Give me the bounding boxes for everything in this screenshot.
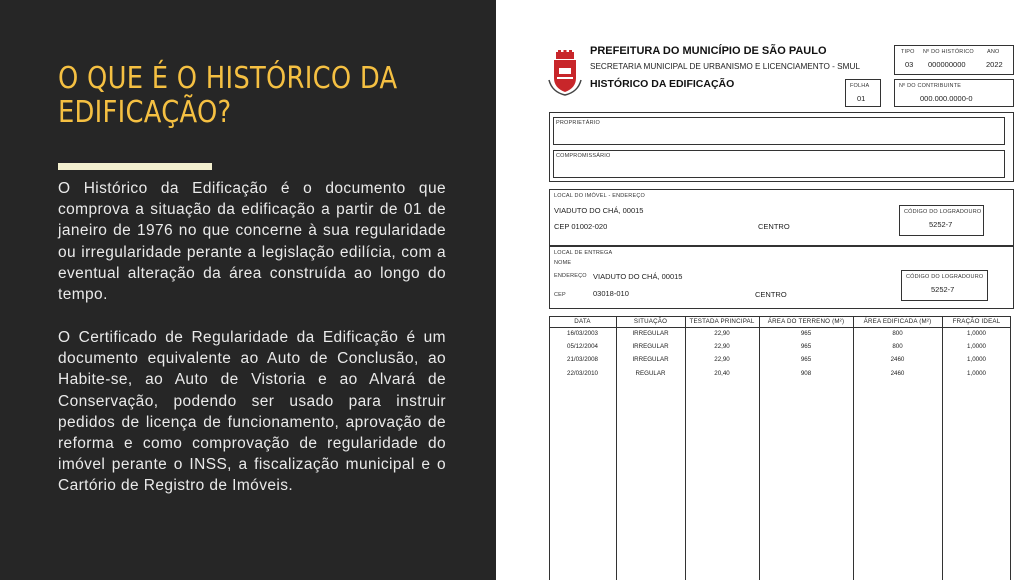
numero-value: 000000000: [928, 60, 966, 69]
folha-label: FOLHA: [850, 83, 870, 89]
table-cell: IRREGULAR: [632, 356, 669, 363]
local-imovel-label: LOCAL DO IMÓVEL - ENDEREÇO: [554, 193, 645, 199]
codigo-logradouro-value-2: 5252-7: [931, 285, 955, 294]
table-cell: 16/03/2003: [567, 330, 598, 337]
column-header-fracao: FRAÇÃO IDEAL: [952, 318, 1001, 325]
entrega-bairro: CENTRO: [755, 290, 787, 299]
ano-value: 2022: [986, 60, 1003, 69]
title-divider: [58, 163, 212, 170]
table-cell: 05/12/2004: [567, 343, 598, 350]
codigo-logradouro-label-2: CÓDIGO DO LOGRADOURO: [906, 274, 984, 280]
table-cell: 1,0000: [967, 330, 986, 337]
ano-label: ANO: [987, 49, 1000, 55]
paragraph-historico: O Histórico da Edificação é o documento que comprova a situação da edificação a partir de 01 de janeiro de 1976 no que concerne à sua regularidade ou irregularidade perante a legislação edilícia, com a eventual alteração da área construída ao longo do tempo.: [58, 180, 446, 304]
endereco-label: ENDEREÇO: [554, 273, 587, 279]
table-cell: 22,90: [714, 343, 730, 350]
info-panel: [0, 0, 496, 580]
column-header-area-edificada: ÁREA EDIFICADA (M²): [863, 318, 932, 325]
table-cell: 965: [800, 356, 812, 363]
historico-document: [496, 0, 1024, 580]
nome-label: NOME: [554, 260, 572, 266]
column-header-data: DATA: [574, 318, 591, 325]
tipo-value: 03: [905, 60, 914, 69]
column-header-testada: TESTADA PRINCIPAL: [689, 318, 755, 325]
proprietario-label: PROPRIETÁRIO: [556, 120, 600, 126]
document-panel: [496, 0, 1024, 580]
tipo-label: TIPO: [901, 49, 915, 55]
table-cell: 22/03/2010: [567, 370, 598, 377]
imovel-bairro: CENTRO: [758, 222, 790, 231]
page-title: O QUE É O HISTÓRICO DA EDIFICAÇÃO?: [58, 61, 398, 130]
table-cell: IRREGULAR: [632, 343, 669, 350]
table-cell: 965: [800, 343, 812, 350]
paragraph-certificado: O Certificado de Regularidade da Edificação é um documento equivalente ao Auto de Conclusão, ao Habite-se, ao Auto de Vistoria e ao Alvará de Conservação, podendo ser usado para instruir pedidos de licença de funcionamento, aprovação de reforma e como comprovação de regularidade do imóvel perante o INSS, a fiscalização municipal e o Cartório de Registro de Imóveis.: [58, 329, 446, 495]
codigo-logradouro-label: CÓDIGO DO LOGRADOURO: [904, 209, 982, 215]
table-cell: 22,90: [714, 330, 730, 337]
table-cell: 908: [800, 370, 812, 377]
table-cell: 2460: [890, 370, 905, 377]
table-cell: 965: [800, 330, 812, 337]
contribuinte-label: Nº DO CONTRIBUINTE: [899, 83, 962, 89]
table-cell: REGULAR: [635, 370, 666, 377]
org-name: PREFEITURA DO MUNICÍPIO DE SÃO PAULO: [590, 45, 827, 57]
cep-label: CEP: [554, 292, 566, 298]
local-entrega-label: LOCAL DE ENTREGA: [554, 250, 613, 256]
table-cell: 21/03/2008: [567, 356, 598, 363]
table-cell: 800: [892, 343, 903, 350]
imovel-endereco: VIADUTO DO CHÁ, 00015: [554, 206, 644, 215]
numero-label: Nº DO HISTÓRICO: [923, 49, 974, 55]
entrega-endereco: VIADUTO DO CHÁ, 00015: [593, 272, 683, 281]
table-cell: 1,0000: [967, 343, 986, 350]
table-cell: 1,0000: [967, 370, 986, 377]
table-cell: 22,90: [714, 356, 730, 363]
codigo-logradouro-value: 5252-7: [929, 220, 953, 229]
table-cell: 800: [892, 330, 903, 337]
table-cell: 2460: [890, 356, 905, 363]
compromissario-label: COMPROMISSÁRIO: [556, 153, 611, 159]
contribuinte-value: 000.000.0000-0: [920, 94, 973, 103]
entrega-cep: 03018-010: [593, 289, 629, 298]
sao-paulo-coat-of-arms-icon: [548, 50, 582, 96]
table-cell: 1,0000: [967, 356, 986, 363]
proprietario-field: [553, 117, 1005, 145]
department-name: SECRETARIA MUNICIPAL DE URBANISMO E LICENCIAMENTO - SMUL: [590, 62, 860, 71]
table-cell: IRREGULAR: [632, 330, 669, 337]
imovel-cep: CEP 01002-020: [554, 222, 608, 231]
table-cell: 20,40: [714, 370, 730, 377]
document-title: HISTÓRICO DA EDIFICAÇÃO: [590, 78, 735, 90]
folha-value: 01: [857, 94, 866, 103]
column-header-situacao: SITUAÇÃO: [633, 318, 668, 325]
column-header-area-terreno: ÁREA DO TERRENO (M²): [767, 318, 845, 325]
compromissario-field: [553, 150, 1005, 178]
